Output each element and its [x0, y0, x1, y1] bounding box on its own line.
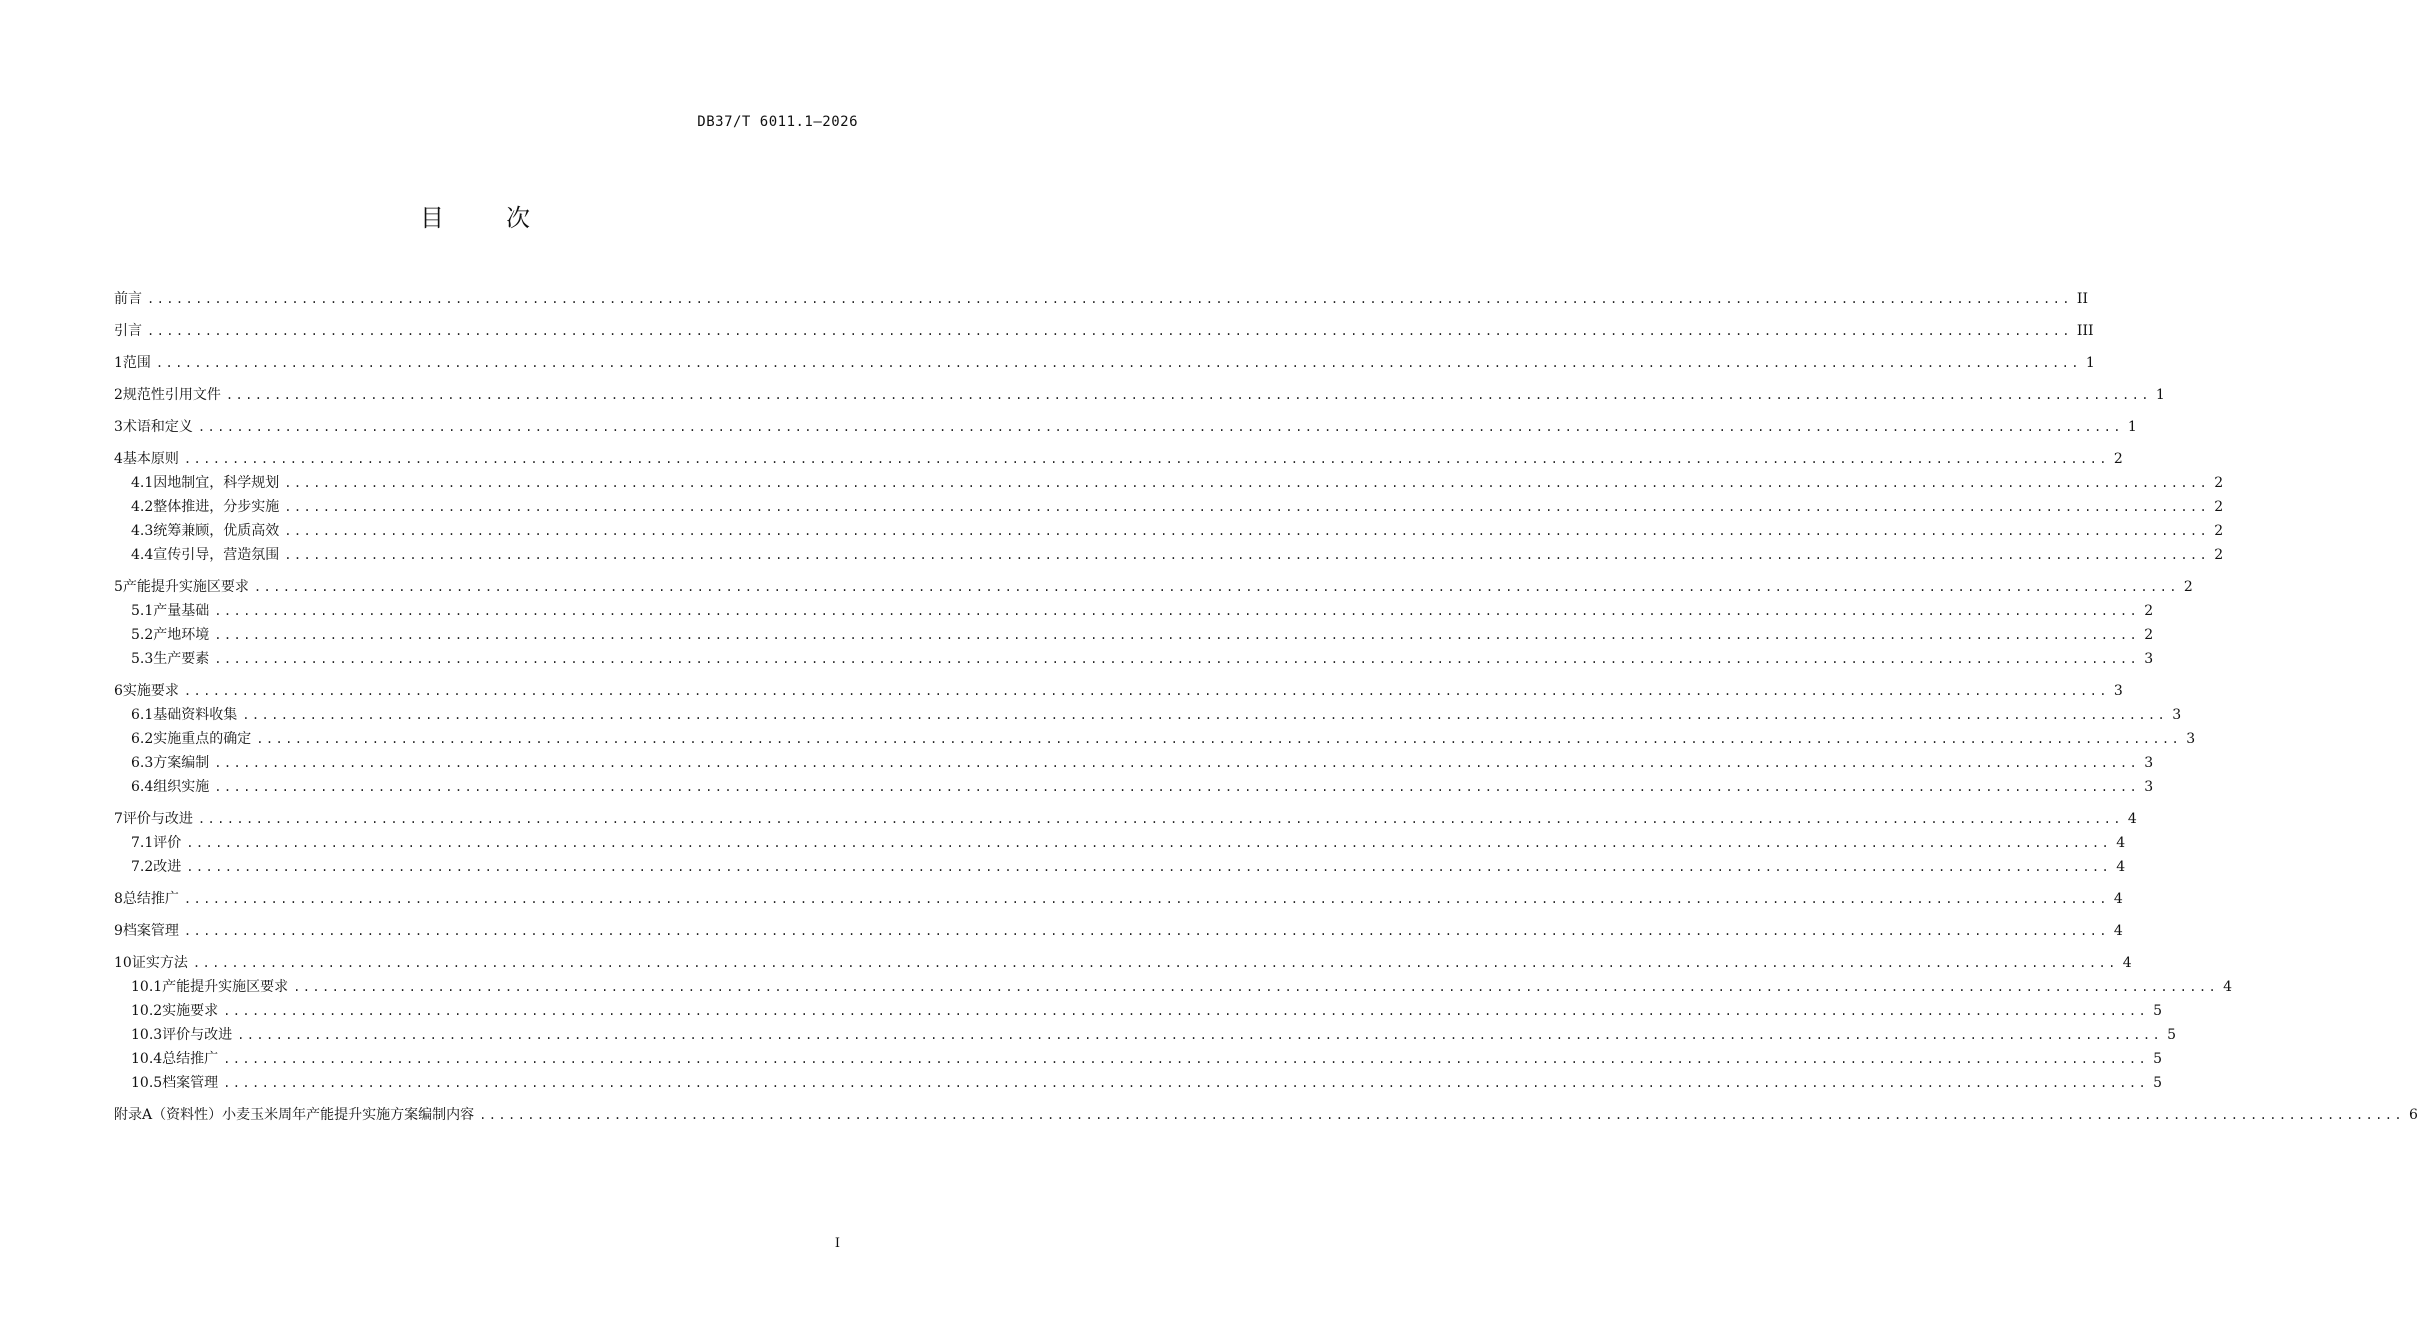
toc-leader-dots: ........................................................................................................................................................................................................ [183, 892, 2109, 906]
toc-entry-number: 5.3 [131, 651, 154, 667]
toc-entry-page: 2 [2214, 547, 2224, 563]
toc-leader-dots: ........................................................................................................................................................................................................ [253, 580, 2179, 594]
toc-entry-label: 宣传引导，营造氛围 [153, 547, 280, 563]
toc-entry-page: II [2076, 291, 2088, 307]
toc-entry-number: 10.4 [131, 1051, 163, 1067]
toc-entry-label: 引言 [114, 323, 142, 339]
toc-leader-dots: ........................................................................................................................................................................................................ [214, 652, 2140, 666]
toc-entry-number: 4.1 [131, 475, 154, 491]
toc-leader-dots: ........................................................................................................................................................................................................ [214, 628, 2140, 642]
toc-entry-number: 10.5 [131, 1075, 163, 1091]
toc-entry-label: 实施要求 [122, 683, 179, 699]
toc-entry-label: 评价与改进 [122, 811, 193, 827]
toc-entry-page: 5 [2153, 1051, 2163, 1067]
toc-entry-label: 整体推进，分步实施 [153, 499, 280, 515]
toc-leader-dots: ........................................................................................................................................................................................................ [242, 708, 2168, 722]
toc-entry[interactable] [114, 1103, 2418, 1127]
toc-leader-dots: ........................................................................................................................................................................................................ [186, 860, 2112, 874]
toc-entry[interactable] [114, 887, 2123, 911]
toc-entry[interactable] [114, 599, 2154, 623]
toc-entry[interactable] [114, 727, 2196, 751]
toc-entry-label: 总结推广 [122, 891, 179, 907]
toc-entry[interactable] [114, 855, 2126, 879]
toc-entry-number: 4.2 [131, 499, 154, 515]
toc-entry-page: 5 [2153, 1075, 2163, 1091]
toc-entry[interactable] [114, 623, 2154, 647]
toc-leader-dots: ........................................................................................................................................................................................................ [147, 292, 2072, 306]
toc-entry-page: III [2076, 323, 2094, 339]
toc-entry-label: 档案管理 [122, 923, 179, 939]
toc-entry-number: 6.2 [131, 731, 154, 747]
toc-leader-dots: ........................................................................................................................................................................................................ [223, 1004, 2149, 1018]
toc-leader-dots: ........................................................................................................................................................................................................ [155, 356, 2081, 370]
toc-entry[interactable] [114, 351, 2095, 375]
toc-entry-number: 6.1 [131, 707, 154, 723]
toc-entry-page: 1 [2127, 419, 2137, 435]
page-title [0, 198, 950, 233]
toc-entry[interactable] [114, 975, 2233, 999]
toc-entry-page: 5 [2153, 1003, 2163, 1019]
toc-entry-number: 7 [114, 811, 123, 827]
toc-entry-page: 4 [2113, 923, 2123, 939]
toc-entry-page: 2 [2183, 579, 2193, 595]
toc-entry-label: 总结推广 [162, 1051, 219, 1067]
toc-leader-dots: ........................................................................................................................................................................................................ [479, 1108, 2405, 1122]
toc-entry-number: 1 [114, 355, 123, 371]
toc-entry-page: 2 [2214, 499, 2224, 515]
toc-leader-dots: ........................................................................................................................................................................................................ [186, 836, 2112, 850]
toc-entry[interactable] [114, 415, 2137, 439]
toc-entry-label: 产地环境 [153, 627, 210, 643]
toc-entry[interactable] [114, 1071, 2163, 1095]
toc-entry-page: 4 [2116, 859, 2126, 875]
toc-entry-number: 4 [114, 451, 123, 467]
toc-leader-dots: ........................................................................................................................................................................................................ [237, 1028, 2163, 1042]
toc-leader-dots: ........................................................................................................................................................................................................ [284, 524, 2210, 538]
toc-leader-dots: ........................................................................................................................................................................................................ [214, 604, 2140, 618]
toc-entry-page: 4 [2127, 811, 2137, 827]
toc-entry-number: 10 [114, 955, 132, 971]
toc-entry-page: 3 [2186, 731, 2196, 747]
toc-entry-label: 评价与改进 [162, 1027, 233, 1043]
toc-entry[interactable] [114, 999, 2163, 1023]
toc-entry-page: 5 [2167, 1027, 2177, 1043]
toc-entry[interactable] [114, 679, 2123, 703]
toc-entry-number: 附录A（资料性） [114, 1107, 223, 1123]
toc-entry[interactable] [114, 751, 2154, 775]
toc-entry[interactable] [114, 647, 2154, 671]
toc-entry-label: 组织实施 [153, 779, 210, 795]
toc-entry-page: 1 [2155, 387, 2165, 403]
toc-leader-dots: ........................................................................................................................................................................................................ [147, 324, 2072, 338]
toc-entry-page: 2 [2214, 523, 2224, 539]
toc-leader-dots: ........................................................................................................................................................................................................ [197, 420, 2123, 434]
toc-entry-number: 9 [114, 923, 123, 939]
toc-entry-number: 6.3 [131, 755, 154, 771]
toc-leader-dots: ........................................................................................................................................................................................................ [284, 500, 2210, 514]
toc-entry-number: 10.3 [131, 1027, 163, 1043]
toc-entry-number: 5 [114, 579, 123, 595]
toc-entry-page: 3 [2113, 683, 2123, 699]
toc-entry[interactable] [114, 575, 2193, 599]
toc-entry-page: 3 [2144, 651, 2154, 667]
toc-entry-label: 实施重点的确定 [153, 731, 252, 747]
toc-entry-number: 7.2 [131, 859, 154, 875]
toc-entry-page: 2 [2144, 603, 2154, 619]
toc-leader-dots: ........................................................................................................................................................................................................ [214, 756, 2140, 770]
toc-entry-number: 2 [114, 387, 123, 403]
toc-entry-page: 2 [2144, 627, 2154, 643]
toc-entry[interactable] [114, 1023, 2177, 1047]
toc-entry-label: 规范性引用文件 [122, 387, 221, 403]
toc-entry-label: 统筹兼顾，优质高效 [153, 523, 280, 539]
toc-entry[interactable] [114, 703, 2182, 727]
toc-entry-label: 因地制宜，科学规划 [153, 475, 280, 491]
toc-entry-label: 基本原则 [122, 451, 179, 467]
toc-leader-dots: ........................................................................................................................................................................................................ [256, 732, 2182, 746]
toc-entry-page: 4 [2122, 955, 2132, 971]
toc-entry-page: 3 [2172, 707, 2182, 723]
toc-entry-number: 4.3 [131, 523, 154, 539]
toc-entry[interactable] [114, 495, 2224, 519]
toc-entry-number: 10.2 [131, 1003, 163, 1019]
page-number: I [834, 1236, 840, 1251]
toc-entry[interactable] [114, 519, 2224, 543]
toc-entry-page: 4 [2113, 891, 2123, 907]
toc-entry-page: 6 [2409, 1107, 2418, 1123]
toc-entry-label: 方案编制 [153, 755, 210, 771]
toc-entry-label: 前言 [114, 291, 142, 307]
title-char-2: 次 [506, 204, 530, 232]
toc-entry-page: 4 [2223, 979, 2233, 995]
toc-entry-label: 档案管理 [162, 1075, 219, 1091]
toc-entry-number: 3 [114, 419, 123, 435]
toc-leader-dots: ........................................................................................................................................................................................................ [223, 1052, 2149, 1066]
toc-entry[interactable] [114, 447, 2123, 471]
toc-entry-label: 范围 [122, 355, 151, 371]
toc-entry-label: 产量基础 [153, 603, 210, 619]
toc-entry-label: 产能提升实施区要求 [162, 979, 289, 995]
toc-entry-number: 5.2 [131, 627, 154, 643]
toc-entry-label: 改进 [153, 859, 182, 875]
toc-leader-dots: ........................................................................................................................................................................................................ [183, 452, 2109, 466]
toc-entry[interactable] [114, 471, 2224, 495]
toc-entry-number: 6 [114, 683, 123, 699]
toc-entry-label: 证实方法 [131, 955, 188, 971]
toc-leader-dots: ........................................................................................................................................................................................................ [284, 476, 2210, 490]
toc-entry-page: 4 [2116, 835, 2126, 851]
toc-entry[interactable] [114, 287, 2088, 311]
toc-entry-number: 6.4 [131, 779, 154, 795]
toc-leader-dots: ........................................................................................................................................................................................................ [192, 956, 2118, 970]
toc-entry[interactable] [114, 383, 2165, 407]
toc-leader-dots: ........................................................................................................................................................................................................ [223, 1076, 2149, 1090]
toc-leader-dots: ........................................................................................................................................................................................................ [183, 684, 2109, 698]
toc-entry[interactable] [114, 775, 2154, 799]
toc-leader-dots: ........................................................................................................................................................................................................ [197, 812, 2123, 826]
toc-entry-number: 7.1 [131, 835, 154, 851]
table-of-contents [114, 287, 2418, 1127]
toc-leader-dots: ........................................................................................................................................................................................................ [284, 548, 2210, 562]
toc-leader-dots: ........................................................................................................................................................................................................ [293, 980, 2219, 994]
toc-entry-label: 实施要求 [162, 1003, 219, 1019]
toc-leader-dots: ........................................................................................................................................................................................................ [214, 780, 2140, 794]
toc-entry-label: 产能提升实施区要求 [122, 579, 249, 595]
toc-entry-page: 2 [2214, 475, 2224, 491]
toc-entry-page: 1 [2085, 355, 2095, 371]
title-char-1: 目 [420, 204, 444, 232]
toc-entry-label: 生产要素 [153, 651, 210, 667]
toc-leader-dots: ........................................................................................................................................................................................................ [225, 388, 2151, 402]
toc-entry-number: 8 [114, 891, 123, 907]
toc-entry-page: 3 [2144, 755, 2154, 771]
toc-entry-label: 术语和定义 [122, 419, 193, 435]
toc-entry-label: 评价 [153, 835, 182, 851]
toc-entry-number: 5.1 [131, 603, 154, 619]
standard-code: DB37/T 6011.1—2026 [697, 114, 858, 130]
toc-entry-label: 基础资料收集 [153, 707, 238, 723]
toc-entry-number: 10.1 [131, 979, 163, 995]
toc-entry[interactable] [114, 543, 2224, 567]
toc-entry[interactable] [114, 831, 2126, 855]
toc-entry[interactable] [114, 807, 2137, 831]
toc-entry[interactable] [114, 319, 2094, 343]
toc-entry[interactable] [114, 951, 2132, 975]
toc-entry-page: 2 [2113, 451, 2123, 467]
toc-entry-page: 3 [2144, 779, 2154, 795]
toc-entry-number: 4.4 [131, 547, 154, 563]
toc-entry[interactable] [114, 1047, 2163, 1071]
toc-leader-dots: ........................................................................................................................................................................................................ [183, 924, 2109, 938]
toc-entry[interactable] [114, 919, 2123, 943]
toc-entry-label: 小麦玉米周年产能提升实施方案编制内容 [222, 1107, 475, 1123]
